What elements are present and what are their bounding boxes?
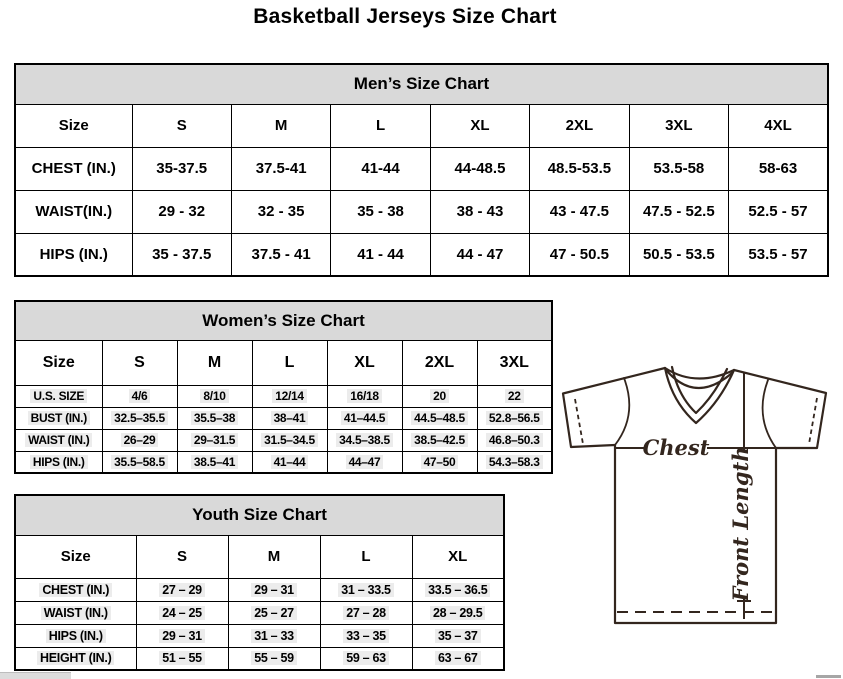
men-size-value: 37.5 - 41 [231,233,330,276]
women-column-header: L [252,340,327,385]
men-column-header: 4XL [729,104,828,147]
youth-size-value: 25 – 27 [228,601,320,624]
women-size-value: 35.5–38 [177,407,252,429]
youth-size-value: 29 – 31 [228,578,320,601]
men-column-header: 3XL [629,104,728,147]
right-cuff-stitch-line [809,398,817,444]
page-title: Basketball Jerseys Size Chart [253,5,557,28]
women-size-value: 22 [477,385,552,407]
men-column-header: 2XL [530,104,629,147]
men-size-value: 29 - 32 [132,190,231,233]
women-table-title: Women’s Size Chart [15,301,552,340]
men-size-value: 44 - 47 [430,233,529,276]
women-column-header: M [177,340,252,385]
measurement-lines [575,372,817,619]
youth-size-value: 33 – 35 [320,624,412,647]
men-row-label: HIPS (IN.) [15,233,132,276]
youth-size-value: 55 – 59 [228,647,320,670]
women-row-label: BUST (IN.) [15,407,102,429]
women-size-value: 38.5–42.5 [402,429,477,451]
women-size-value: 52.8–56.5 [477,407,552,429]
women-size-value: 46.8–50.3 [477,429,552,451]
youth-table-row [15,578,504,601]
women-column-header: 3XL [477,340,552,385]
youth-size-value: 28 – 29.5 [412,601,504,624]
women-size-value: 32.5–35.5 [102,407,177,429]
men-size-value: 44-48.5 [430,147,529,190]
youth-row-label: HEIGHT (IN.) [15,647,136,670]
women-table-row [15,385,552,407]
men-table-row [15,233,828,276]
youth-size-value: 33.5 – 36.5 [412,578,504,601]
women-row-label: HIPS (IN.) [15,451,102,473]
women-column-header: S [102,340,177,385]
men-size-value: 47.5 - 52.5 [629,190,728,233]
women-size-value: 44.5–48.5 [402,407,477,429]
youth-row-label: WAIST (IN.) [15,601,136,624]
women-size-value: 4/6 [102,385,177,407]
front-length-label: Front Length [728,446,753,602]
men-size-value: 35 - 37.5 [132,233,231,276]
youth-size-value: 59 – 63 [320,647,412,670]
women-size-value: 8/10 [177,385,252,407]
youth-column-header: M [228,535,320,578]
jersey-measurement-diagram [556,360,842,660]
jersey-outline [563,367,826,623]
women-row-label: WAIST (IN.) [15,429,102,451]
youth-size-value: 35 – 37 [412,624,504,647]
youth-column-header: L [320,535,412,578]
women-column-header: 2XL [402,340,477,385]
men-column-header: L [331,104,430,147]
women-size-value: 20 [402,385,477,407]
women-size-value: 38.5–41 [177,451,252,473]
men-size-value: 52.5 - 57 [729,190,828,233]
youth-column-header: S [136,535,228,578]
men-table-row [15,190,828,233]
youth-table-row [15,624,504,647]
men-row-label: WAIST(IN.) [15,190,132,233]
youth-size-value: 31 – 33 [228,624,320,647]
men-size-value: 35-37.5 [132,147,231,190]
women-row-label: U.S. SIZE [15,385,102,407]
youth-table-row [15,647,504,670]
men-size-value: 41 - 44 [331,233,430,276]
women-table-row [15,451,552,473]
women-header-row [15,340,552,385]
chest-label: Chest [642,435,710,460]
women-size-value: 41–44 [252,451,327,473]
women-column-header: Size [15,340,102,385]
youth-header-row [15,535,504,578]
men-row-label: CHEST (IN.) [15,147,132,190]
horizontal-scrollbar-fragment[interactable] [816,675,841,678]
men-header-row [15,104,828,147]
men-table-row [15,147,828,190]
men-column-header: M [231,104,330,147]
men-size-value: 35 - 38 [331,190,430,233]
men-size-value: 48.5-53.5 [530,147,629,190]
men-size-value: 53.5-58 [629,147,728,190]
women-size-value: 26–29 [102,429,177,451]
women-size-value: 34.5–38.5 [327,429,402,451]
youth-table-row [15,601,504,624]
men-size-value: 47 - 50.5 [530,233,629,276]
youth-column-header: XL [412,535,504,578]
women-size-value: 31.5–34.5 [252,429,327,451]
womens-size-table [14,300,553,474]
youth-size-value: 31 – 33.5 [320,578,412,601]
women-size-value: 41–44.5 [327,407,402,429]
women-size-value: 12/14 [252,385,327,407]
men-column-header: S [132,104,231,147]
women-size-value: 38–41 [252,407,327,429]
women-size-value: 44–47 [327,451,402,473]
youth-size-value: 24 – 25 [136,601,228,624]
men-size-value: 41-44 [331,147,430,190]
youth-size-value: 63 – 67 [412,647,504,670]
youth-row-label: CHEST (IN.) [15,578,136,601]
youth-size-value: 51 – 55 [136,647,228,670]
youth-size-value: 27 – 29 [136,578,228,601]
men-column-header: Size [15,104,132,147]
men-size-value: 37.5-41 [231,147,330,190]
women-table-row [15,407,552,429]
women-size-value: 54.3–58.3 [477,451,552,473]
women-size-value: 35.5–58.5 [102,451,177,473]
men-size-value: 38 - 43 [430,190,529,233]
youth-size-value: 29 – 31 [136,624,228,647]
women-column-header: XL [327,340,402,385]
youth-size-table [14,494,505,671]
men-size-value: 53.5 - 57 [729,233,828,276]
youth-column-header: Size [15,535,136,578]
men-size-value: 50.5 - 53.5 [629,233,728,276]
women-table-row [15,429,552,451]
mens-size-table [14,63,829,277]
men-size-value: 43 - 47.5 [530,190,629,233]
men-table-title: Men’s Size Chart [15,64,828,104]
women-size-value: 47–50 [402,451,477,473]
men-size-value: 58-63 [729,147,828,190]
youth-row-label: HIPS (IN.) [15,624,136,647]
youth-size-value: 27 – 28 [320,601,412,624]
horizontal-scrollbar-thumb[interactable] [0,672,71,679]
men-column-header: XL [430,104,529,147]
youth-table-title: Youth Size Chart [15,495,504,535]
women-size-value: 29–31.5 [177,429,252,451]
men-size-value: 32 - 35 [231,190,330,233]
women-size-value: 16/18 [327,385,402,407]
left-cuff-stitch-line [575,399,583,444]
